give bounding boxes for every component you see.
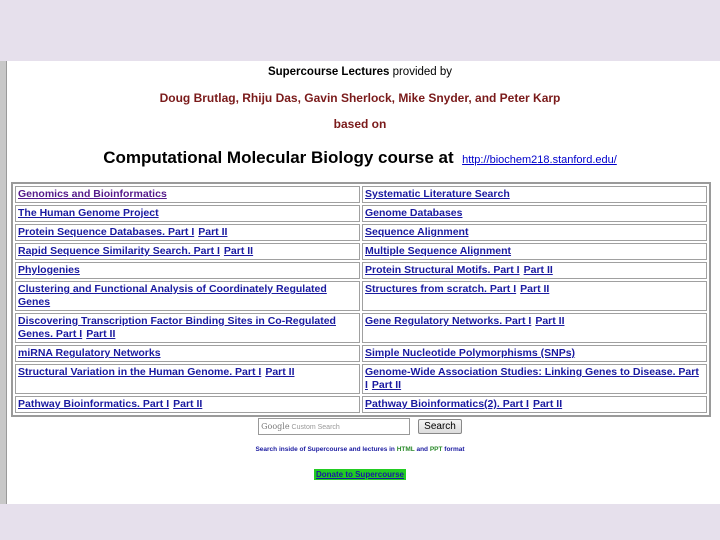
- table-row: [15, 224, 707, 241]
- lecture-link[interactable]: Discovering Transcription Factor Binding Sites in Co-Regulated Genes. Part I: [18, 315, 336, 340]
- lecture-link[interactable]: Structural Variation in the Human Genome. Part I: [18, 366, 262, 378]
- lecture-link[interactable]: The Human Genome Project: [18, 207, 159, 219]
- lecture-link[interactable]: Sequence Alignment: [365, 226, 469, 238]
- lecture-part-link[interactable]: Part II: [86, 328, 116, 340]
- lecture-part-link[interactable]: Part II: [520, 283, 550, 295]
- lecture-link[interactable]: Clustering and Functional Analysis of Coordinately Regulated Genes: [18, 283, 327, 308]
- search-note: [0, 446, 720, 453]
- lecture-cell-right: [362, 262, 707, 279]
- based-on-label: based on: [333, 117, 387, 131]
- donate-row: [0, 464, 720, 482]
- lecture-part-link[interactable]: Part II: [223, 245, 254, 257]
- table-row: [15, 396, 707, 413]
- lecture-link[interactable]: Pathway Bioinformatics. Part I: [18, 398, 170, 410]
- lecture-cell-right: [362, 243, 707, 260]
- lecture-cell-left: [15, 396, 360, 413]
- lectures-table: [11, 182, 711, 417]
- lecture-part-link[interactable]: Part II: [173, 398, 203, 410]
- lecture-cell-left: [15, 281, 360, 311]
- lecture-cell-right: [362, 313, 707, 343]
- donate-link[interactable]: Donate to Supercourse: [315, 470, 404, 479]
- table-row: [15, 243, 707, 260]
- lecture-cell-right: [362, 281, 707, 311]
- lecture-cell-left: [15, 186, 360, 203]
- lecture-cell-left: [15, 364, 360, 394]
- authors-line: Doug Brutlag, Rhiju Das, Gavin Sherlock, Mike Snyder, and Peter Karp: [159, 91, 561, 105]
- lecture-link[interactable]: Rapid Sequence Similarity Search. Part I: [18, 245, 220, 257]
- search-note-html: HTML: [396, 446, 415, 453]
- lecture-cell-right: [362, 224, 707, 241]
- search-note-ppt: PPT: [429, 446, 443, 453]
- lecture-link[interactable]: Structures from scratch. Part I: [365, 283, 517, 295]
- lecture-link[interactable]: Multiple Sequence Alignment: [365, 245, 512, 257]
- lecture-link[interactable]: Protein Sequence Databases. Part I: [18, 226, 195, 238]
- lecture-link[interactable]: Genome Databases: [365, 207, 463, 219]
- supercourse-lectures-label: Supercourse Lectures: [267, 66, 390, 78]
- lecture-cell-left: [15, 313, 360, 343]
- slide-content: [0, 61, 720, 504]
- lecture-cell-right: [362, 205, 707, 222]
- course-url-link[interactable]: http://biochem218.stanford.edu/: [462, 154, 617, 166]
- lecture-cell-left: [15, 243, 360, 260]
- lecture-cell-left: [15, 224, 360, 241]
- header-line-1: [0, 66, 720, 78]
- lecture-part-link[interactable]: Part II: [198, 226, 228, 238]
- search-placeholder: Custom Search: [291, 424, 340, 431]
- search-note-prefix: Search inside of Supercourse and lectures in: [255, 446, 395, 453]
- lecture-cell-left: [15, 205, 360, 222]
- provided-by-label: provided by: [392, 66, 453, 78]
- course-title-text: Computational Molecular Biology course at: [103, 148, 454, 167]
- lecture-link[interactable]: Genome-Wide Association Studies: Linking Genes to Disease. Part I: [365, 366, 699, 391]
- table-row: [15, 186, 707, 203]
- lecture-cell-right: [362, 345, 707, 362]
- lecture-cell-left: [15, 345, 360, 362]
- search-row: [0, 418, 720, 435]
- lecture-cell-right: [362, 186, 707, 203]
- google-logo-text: Google: [261, 422, 290, 431]
- lecture-link[interactable]: Pathway Bioinformatics(2). Part I: [365, 398, 529, 410]
- lecture-part-link[interactable]: Part II: [265, 366, 295, 378]
- lecture-cell-left: [15, 262, 360, 279]
- table-row: [15, 262, 707, 279]
- table-row: [15, 313, 707, 343]
- table-row: [15, 345, 707, 362]
- course-title: [0, 148, 720, 168]
- search-note-and: and: [416, 446, 429, 453]
- lecture-link[interactable]: Protein Structural Motifs. Part I: [365, 264, 520, 276]
- table-row: [15, 364, 707, 394]
- table-row: [15, 281, 707, 311]
- table-row: [15, 205, 707, 222]
- lecture-link[interactable]: Systematic Literature Search: [365, 188, 510, 200]
- lecture-part-link[interactable]: Part II: [523, 264, 553, 276]
- search-note-suffix: format: [444, 446, 465, 453]
- lecture-cell-right: [362, 396, 707, 413]
- lecture-link[interactable]: miRNA Regulatory Networks: [18, 347, 161, 359]
- lecture-link[interactable]: Phylogenies: [18, 264, 80, 276]
- search-input[interactable]: [258, 418, 410, 435]
- lecture-cell-right: [362, 364, 707, 394]
- lecture-link[interactable]: Gene Regulatory Networks. Part I: [365, 315, 532, 327]
- lecture-link[interactable]: Genomics and Bioinformatics: [18, 188, 167, 200]
- search-button[interactable]: Search: [418, 419, 462, 434]
- lecture-part-link[interactable]: Part II: [532, 398, 563, 410]
- lecture-part-link[interactable]: Part II: [535, 315, 565, 327]
- lecture-link[interactable]: Simple Nucleotide Polymorphisms (SNPs): [365, 347, 576, 359]
- lecture-part-link[interactable]: Part II: [371, 379, 402, 391]
